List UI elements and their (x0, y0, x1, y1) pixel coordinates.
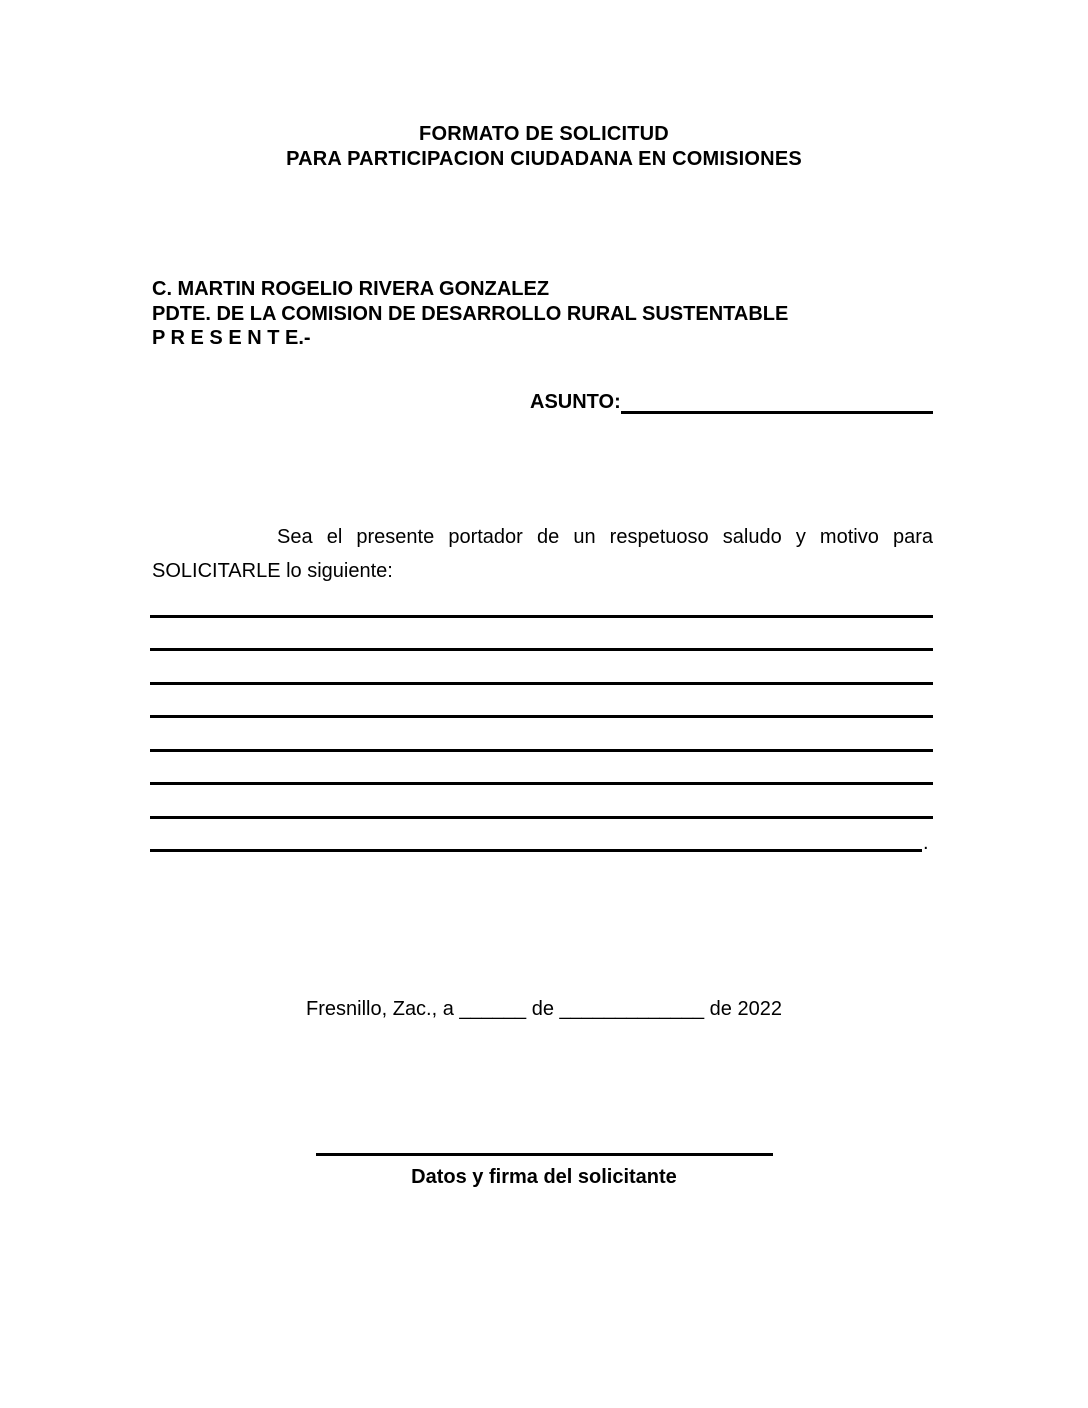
recipient-block (152, 277, 788, 351)
body-paragraph: Sea el presente portador de un respetuoso saludo y motivo para SOLICITARLE lo siguiente: (152, 526, 933, 582)
trailing-period: . (923, 832, 929, 854)
ruled-line (150, 618, 933, 652)
ruled-line (150, 785, 933, 819)
ruled-blank-lines (150, 584, 933, 819)
title-line-1: FORMATO DE SOLICITUD (419, 123, 669, 145)
subject-row (530, 391, 933, 414)
ruled-line (150, 752, 933, 786)
ruled-line (150, 819, 922, 853)
signature-block (0, 1153, 1088, 1189)
signature-line (316, 1153, 773, 1156)
signature-caption: Datos y firma del solicitante (411, 1166, 677, 1188)
title-line-2: PARA PARTICIPACION CIUDADANA EN COMISIONES (286, 148, 802, 170)
recipient-role: PDTE. DE LA COMISION DE DESARROLLO RURAL SUSTENTABLE (152, 302, 789, 325)
document-title (0, 122, 1088, 172)
ruled-line (150, 651, 933, 685)
ruled-line (150, 718, 933, 752)
ruled-line (150, 584, 933, 618)
subject-blank-line (621, 391, 933, 414)
subject-label: ASUNTO: (530, 391, 621, 413)
recipient-salutation: P R E S E N T E.- (152, 327, 311, 349)
ruled-line (150, 685, 933, 719)
ruled-line-last-row (150, 819, 933, 853)
recipient-name: C. MARTIN ROGELIO RIVERA GONZALEZ (152, 278, 550, 300)
date-line: Fresnillo, Zac., a ______ de _____________ de 2022 (306, 998, 782, 1020)
